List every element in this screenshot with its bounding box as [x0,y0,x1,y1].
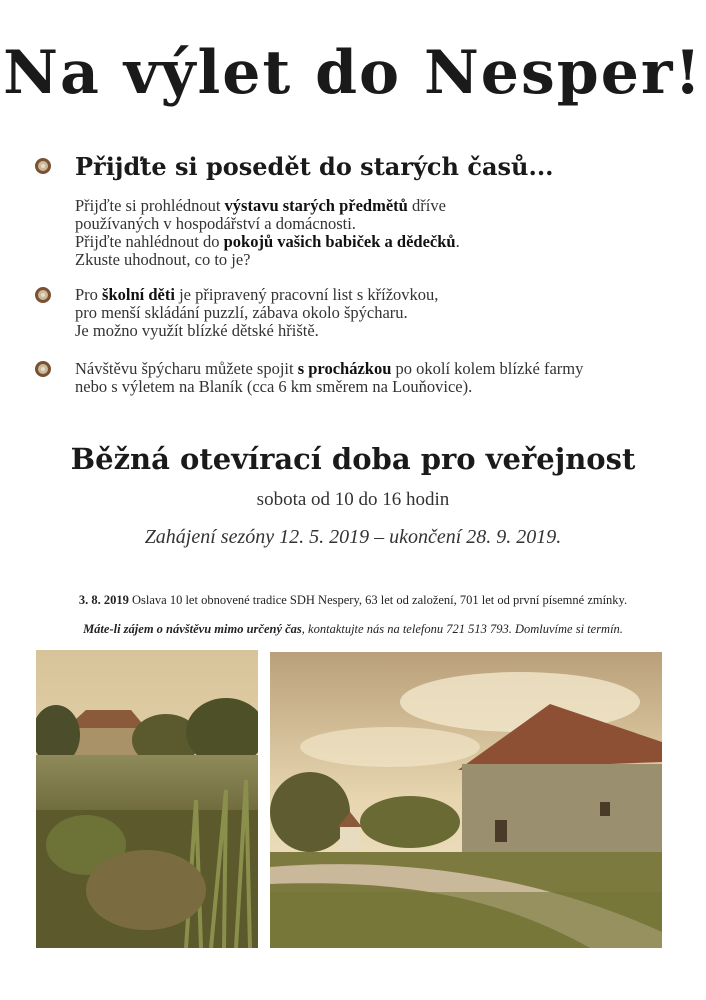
bullet-icon [35,287,51,303]
pond-photo [36,650,258,948]
bullet-icon [35,361,51,377]
page-title: Na výlet do Nesper! [3,38,703,108]
text-line: Pro školní děti je připravený pracovní list s křížovkou, [75,285,439,304]
text-line: Přijďte nahlédnout do pokojů vašich babiček a dědečků. [75,232,460,251]
paragraph-children [75,286,438,340]
text-line: Je možno využít blízké dětské hřiště. [75,321,319,340]
season-dates: Zahájení sezóny 12. 5. 2019 – ukončení 28. 9. 2019. [144,526,562,548]
event-note: 3. 8. 2019 Oslava 10 let obnovené tradice SDH Nespery, 63 let od založení, 701 let od první písemné zmínky. [78,593,628,607]
opening-hours-days: sobota od 10 do 16 hodin [256,489,450,510]
text-line: pro menší skládání puzzlí, zábava okolo špýcharu. [75,303,408,322]
opening-hours-title: Běžná otevírací doba pro veřejnost [70,442,636,476]
contact-note: Máte-li zájem o návštěvu mimo určený čas, kontaktujte nás na telefonu 721 513 793. Domluvíme si termín. [83,622,623,636]
text-line: používaných v hospodářství a domácnosti. [75,214,356,233]
text-line: Zkuste uhodnout, co to je? [75,250,251,269]
granary-photo [270,652,662,948]
paragraph-walk [75,360,583,396]
section-heading: Přijďte si posedět do starých časů... [75,152,554,181]
text-line: Návštěvu špýcharu můžete spojit s procházkou po okolí kolem blízké farmy [75,359,584,378]
text-line: Přijďte si prohlédnout výstavu starých předmětů dříve [75,196,446,215]
text-line: nebo s výletem na Blaník (cca 6 km směrem na Louňovice). [75,377,473,396]
bullet-icon [35,158,51,174]
paragraph-exhibition [75,197,460,269]
